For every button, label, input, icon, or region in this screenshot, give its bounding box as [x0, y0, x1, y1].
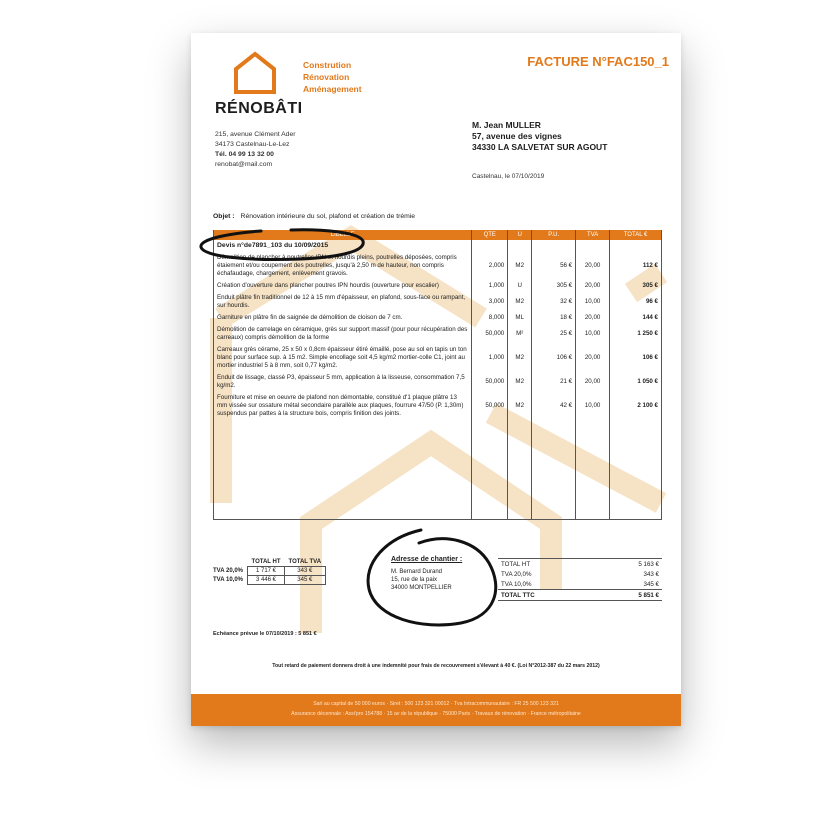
row-unit: M²: [508, 324, 532, 344]
tva-row-ht: 1 717 €: [248, 567, 285, 576]
col-header-tva: TVA: [576, 230, 610, 240]
totals-row: [498, 569, 662, 579]
row-total: 2 100 €: [610, 392, 662, 420]
table-row: [214, 252, 662, 280]
table-row: [214, 292, 662, 312]
row-label: Garniture en plâtre fin de saignée de démolition de cloison de 7 cm.: [214, 312, 472, 324]
row-unit: U: [508, 280, 532, 292]
col-header-label: LIBELLE: [214, 230, 472, 240]
totals-value: 5 163 €: [596, 559, 662, 570]
col-header-qty: QTE: [472, 230, 508, 240]
row-unit: M2: [508, 252, 532, 280]
row-qty: 3,000: [472, 292, 508, 312]
col-header-total: TOTAL €: [610, 230, 662, 240]
row-total: 106 €: [610, 344, 662, 372]
row-total: 1 250 €: [610, 324, 662, 344]
due-date: Echéance prévue le 07/10/2019 : 5 851 €: [213, 631, 317, 637]
totals-label: TOTAL TTC: [498, 590, 596, 601]
footer-line: Assurance décennale : Assi'pro 154788 · 15 av de la république · 75000 Paris · Travaux de rénovation · France métropolitaine: [291, 711, 581, 717]
company-city: 34173 Castelnau-Le-Lez: [215, 141, 290, 148]
row-qty: 50,000: [472, 324, 508, 344]
row-label: Carreaux grès cérame, 25 x 50 x 0,8cm épaisseur étiré émaillé, pose au sol en tapis un ton blanc pour surface sup. à 15 m2. Simple encollage soit 4,5 kg/m2 mortier-colle C1, joint au mortier industriel 5 à 8 mm, soit 0,77 kg/m2.: [214, 344, 472, 372]
row-label: Enduit de lissage, classé P3, épaisseur 5 mm, application à la lisseuse, consommation 7,5 kg/m2.: [214, 372, 472, 392]
row-pu: 106 €: [532, 344, 576, 372]
totals-label: TOTAL HT: [498, 559, 596, 570]
table-row: [214, 324, 662, 344]
footer: [191, 694, 681, 726]
row-tva: 10,00: [576, 324, 610, 344]
site-name: M. Bernard Durand: [391, 569, 443, 575]
totals-row-ttc: [498, 590, 662, 601]
table-empty-space: [214, 420, 662, 520]
row-label: Enduit plâtre fin traditionnel de 12 à 15 mm d'épaisseur, en plafond, sous-face ou rampant, sur hourdis.: [214, 292, 472, 312]
house-logo-icon: [233, 51, 277, 95]
row-unit: ML: [508, 312, 532, 324]
object-text: Rénovation intérieure du sol, plafond et création de trémie: [240, 213, 416, 220]
table-row: [214, 312, 662, 324]
totals-table: [498, 558, 662, 601]
tva-row: [213, 576, 325, 585]
row-pu: 42 €: [532, 392, 576, 420]
row-pu: 32 €: [532, 292, 576, 312]
row-total: 1 050 €: [610, 372, 662, 392]
totals-value: 345 €: [643, 580, 659, 588]
site-street: 15, rue de la paix: [391, 577, 438, 583]
row-label: Démolition de carrelage en céramique, grès sur support massif (pour pour récupération des carreaux) compris démolition de la forme: [214, 324, 472, 344]
row-qty: 1,000: [472, 280, 508, 292]
table-row: [214, 372, 662, 392]
table-row: [214, 280, 662, 292]
devis-reference: Devis n°de7891_103 du 10/09/2015: [214, 240, 472, 252]
row-total: 112 €: [610, 252, 662, 280]
table-row: [214, 344, 662, 372]
totals-label: TVA 20,0%: [501, 570, 532, 578]
row-tva: 20,00: [576, 280, 610, 292]
site-address-title: Adresse de chantier :: [391, 556, 463, 563]
row-tva: 10,00: [576, 392, 610, 420]
tva-row-label: TVA 20,0%: [213, 568, 244, 574]
totals-value: 5 851 €: [596, 590, 662, 601]
row-tva: 20,00: [576, 344, 610, 372]
row-tva: 20,00: [576, 252, 610, 280]
company-street: 215, avenue Clément Ader: [215, 131, 296, 138]
table-row: [214, 240, 662, 252]
totals-row: [498, 579, 662, 590]
client-name: M. Jean MULLER: [472, 120, 541, 130]
tva-col-tva: TOTAL TVA: [288, 559, 322, 565]
tva-row-label: TVA 10,0%: [213, 577, 244, 583]
row-unit: M2: [508, 392, 532, 420]
row-label: Démolition de plancher à poutrelles IPN et hourdis pleins, poutrelles déposées, compris étaiement et/ou coupement des poutrelles, jusqu'à 2,50 m de hauteur, non compris échafaudage, chargement, enlèvement gravois.: [214, 252, 472, 280]
invoice-title: FACTURE N°FAC150_1: [527, 54, 669, 69]
company-address: [215, 130, 295, 170]
late-payment-notice: Tout retard de paiement donnera droit à une indemnité pour frais de recouvrement s'élevant à 40 €. (Loi N°2012-387 du 22 mars 2012): [272, 663, 600, 669]
row-pu: 305 €: [532, 280, 576, 292]
row-total: 305 €: [610, 280, 662, 292]
totals-row: [498, 559, 662, 570]
row-qty: 50,000: [472, 392, 508, 420]
client-city: 34330 LA SALVETAT SUR AGOUT: [472, 142, 608, 152]
row-pu: 18 €: [532, 312, 576, 324]
row-total: 144 €: [610, 312, 662, 324]
tva-col-ht: TOTAL HT: [251, 559, 281, 565]
col-header-pu: P.U.: [532, 230, 576, 240]
totals-value: 343 €: [643, 570, 659, 578]
invoice-date: Castelnau, le 07/10/2019: [472, 173, 545, 180]
company-phone: Tél. 04 99 13 32 00: [215, 151, 274, 158]
tva-breakdown-table: [213, 558, 326, 585]
tva-row: [213, 567, 325, 576]
row-qty: 50,000: [472, 372, 508, 392]
tagline-line: Aménagement: [303, 84, 362, 94]
invoice-page: [191, 33, 681, 726]
row-qty: 1,000: [472, 344, 508, 372]
tagline-line: Constrution: [303, 60, 352, 70]
site-city: 34000 MONTPELLIER: [391, 585, 452, 591]
row-pu: 21 €: [532, 372, 576, 392]
row-tva: 20,00: [576, 372, 610, 392]
company-email: renobat@mail.com: [215, 161, 273, 168]
row-unit: M2: [508, 344, 532, 372]
tva-row-tva: 345 €: [285, 576, 326, 585]
table-row: [214, 392, 662, 420]
table-header: [214, 230, 662, 240]
row-tva: 10,00: [576, 292, 610, 312]
tagline-line: Rénovation: [303, 72, 350, 82]
client-street: 57, avenue des vignes: [472, 131, 562, 141]
col-header-unit: U: [508, 230, 532, 240]
company-tagline: [303, 59, 362, 95]
items-table: [213, 230, 662, 520]
company-name: RÉNOBÂTI: [215, 100, 303, 117]
client-address: [472, 120, 607, 153]
row-unit: M2: [508, 292, 532, 312]
tva-row-ht: 3 446 €: [248, 576, 285, 585]
invoice-object: [213, 213, 415, 220]
object-label: Objet :: [213, 213, 235, 220]
row-unit: M2: [508, 372, 532, 392]
row-qty: 2,000: [472, 252, 508, 280]
row-label: Fourniture et mise en oeuvre de plafond non démontable, constitué d'1 plaque plâtre 13 mm vissée sur ossature métal secondaire parallèle aux plaques, fourrure 47/50 (P. 1,30m) suspendus par pattes à la structure bois, compris finition des joints.: [214, 392, 472, 420]
footer-line: Sarl au capital de 50 000 euros · Siret : 500 123 321 00012 · Tva Intracommunautaire : FR 25 500 123 321: [313, 701, 559, 707]
row-total: 96 €: [610, 292, 662, 312]
totals-label: TVA 10,0%: [501, 580, 532, 588]
row-tva: 20,00: [576, 312, 610, 324]
site-address: [391, 556, 462, 592]
row-label: Création d'ouverture dans plancher poutres IPN hourdis (ouverture pour escalier): [214, 280, 472, 292]
tva-row-tva: 343 €: [285, 567, 326, 576]
row-pu: 25 €: [532, 324, 576, 344]
row-pu: 56 €: [532, 252, 576, 280]
row-qty: 8,000: [472, 312, 508, 324]
